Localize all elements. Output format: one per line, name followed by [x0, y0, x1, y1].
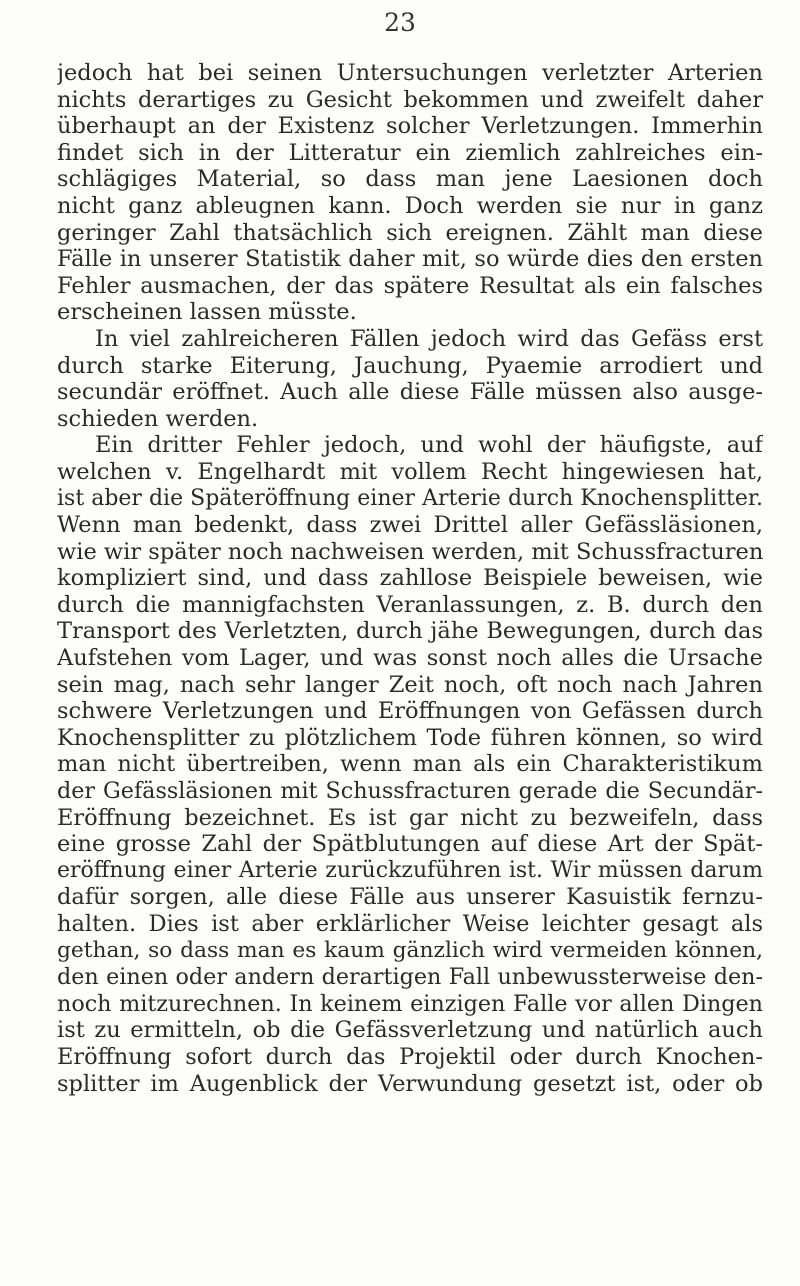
text-line: Aufstehen vom Lager, und was sonst noch alles die Ursache	[57, 645, 763, 672]
text-line: Wenn man bedenkt, dass zwei Drittel aller Gefässläsionen,	[57, 512, 763, 539]
text-line: eröffnung einer Arterie zurückzuführen ist. Wir müssen darum	[57, 857, 763, 883]
text-line: findet sich in der Litteratur ein ziemlich zahlreiches ein-	[57, 139, 763, 166]
text-line: kompliziert sind, und dass zahllose Beispiele beweisen, wie	[57, 565, 763, 592]
text-line: man nicht übertreiben, wenn man als ein Charakteristikum	[57, 751, 763, 778]
text-line: schlägiges Material, so dass man jene Laesionen doch	[57, 166, 763, 193]
text-line: geringer Zahl thatsächlich sich ereignen. Zählt man diese	[57, 219, 763, 246]
text-line: In viel zahlreicheren Fällen jedoch wird das Gefäss erst	[95, 325, 763, 352]
text-line: Eröffnung bezeichnet. Es ist gar nicht zu bezweifeln, dass	[57, 804, 763, 831]
page-number: 23	[384, 8, 416, 37]
text-line: nichts derartiges zu Gesicht bekommen und zweifelt daher	[57, 86, 763, 113]
text-line: jedoch hat bei seinen Untersuchungen verletzter Arterien	[57, 60, 763, 86]
text-line: sein mag, nach sehr langer Zeit noch, oft noch nach Jahren	[57, 671, 763, 698]
text-line: ist aber die Späteröffnung einer Arterie durch Knochensplitter.	[57, 485, 763, 511]
text-line: Eröffnung sofort durch das Projektil oder durch Knochen-	[57, 1043, 763, 1070]
text-line: nicht ganz ableugnen kann. Doch werden sie nur in ganz	[57, 192, 763, 219]
text-line: Fehler ausmachen, der das spätere Resultat als ein falsches	[57, 272, 763, 299]
text-line: erscheinen lassen müsste.	[57, 299, 357, 326]
text-line: der Gefässläsionen mit Schussfracturen gerade die Secundär-	[57, 778, 763, 805]
text-line: gethan, so dass man es kaum gänzlich wird vermeiden können,	[57, 937, 763, 963]
text-line: schieden werden.	[57, 405, 259, 432]
text-line: splitter im Augenblick der Verwundung gesetzt ist, oder ob	[57, 1070, 763, 1097]
text-line: Transport des Verletzten, durch jähe Bewegungen, durch das	[57, 618, 763, 645]
text-line: durch starke Eiterung, Jauchung, Pyaemie arrodiert und	[57, 352, 763, 379]
text-line: noch mitzurechnen. In keinem einzigen Falle vor allen Dingen	[57, 990, 763, 1017]
text-line: ist zu ermitteln, ob die Gefässverletzung und natürlich auch	[57, 1017, 763, 1044]
text-line: halten. Dies ist aber erklärlicher Weise leichter gesagt als	[57, 911, 763, 937]
body-text	[57, 60, 763, 1097]
text-line: Ein dritter Fehler jedoch, und wohl der häufigste, auf	[95, 432, 763, 459]
text-line: eine grosse Zahl der Spätblutungen auf diese Art der Spät-	[57, 831, 763, 858]
text-line: dafür sorgen, alle diese Fälle aus unserer Kasuistik fernzu-	[57, 884, 763, 911]
text-line: schwere Verletzungen und Eröffnungen von Gefässen durch	[57, 698, 763, 725]
text-line: durch die mannigfachsten Veranlassungen, z. B. durch den	[57, 591, 763, 618]
text-line: Fälle in unserer Statistik daher mit, so würde dies den ersten	[57, 246, 763, 273]
text-line: wie wir später noch nachweisen werden, mit Schussfracturen	[57, 538, 763, 565]
text-line: überhaupt an der Existenz solcher Verletzungen. Immerhin	[57, 113, 763, 140]
text-line: Knochensplitter zu plötzlichem Tode führen können, so wird	[57, 724, 763, 751]
text-line: secundär eröffnet. Auch alle diese Fälle müssen also ausge-	[57, 379, 763, 406]
text-line: welchen v. Engelhardt mit vollem Recht hingewiesen hat,	[57, 458, 763, 485]
text-line: den einen oder andern derartigen Fall unbewussterweise den-	[57, 964, 763, 991]
